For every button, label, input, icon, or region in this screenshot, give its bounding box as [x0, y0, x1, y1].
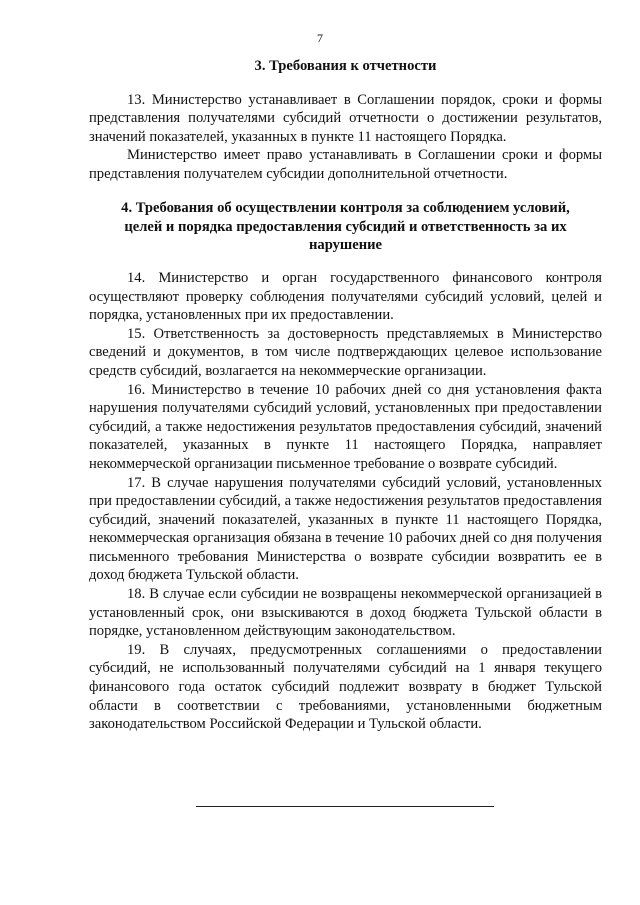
paragraph-16: 16. Министерство в течение 10 рабочих дней со дня установления факта нарушения получателями субсидий условий, установленных при предоставлении субсидий, а также недостижения результатов предоставления субсидий, значений показателей, указанных в пункте 11 настоящего Порядка, направляет некоммерческой организации письменное требование о возврате субсидий.: [89, 381, 602, 472]
paragraph-17: 17. В случае нарушения получателями субсидий условий, установленных при предоставлении субсидий, а также недостижения результатов предоставления субсидий, значений показателей, указанных в пункте 11 настоящего Порядка, некоммерческая организация обязана в течение 10 рабочих дней со дня получения письменного требования Министерства о возврате субсидии возвратить ее в доход бюджета Тульской области.: [89, 474, 602, 584]
paragraph-13: 13. Министерство устанавливает в Соглашении порядок, сроки и формы представления получателями субсидий отчетности о достижении результатов, значений показателей, указанных в пункте 11 настоящего Порядка.: [89, 91, 602, 145]
section-4-heading: 4. Требования об осуществлении контроля за соблюдением условий, целей и порядка предоставления субсидий и ответственность за их нарушение: [121, 200, 570, 254]
closing-divider-line: [196, 806, 494, 807]
page-number: 7: [317, 31, 323, 45]
paragraph-14: 14. Министерство и орган государственного финансового контроля осуществляют проверку соблюдения получателями субсидий условий, целей и порядка, установленных при их предоставлении.: [89, 269, 602, 324]
paragraph-19: 19. В случаях, предусмотренных соглашениями о предоставлении субсидий, не использованный получателями субсидий на 1 января текущего финансового года остаток субсидий подлежит возврату в бюджет Тульской области в соответствии с требованиями, установленными бюджетным законодательством Российской Федерации и Тульской области.: [89, 641, 602, 733]
paragraph-18: 18. В случае если субсидии не возвращены некоммерческой организацией в установленный срок, они взыскиваются в доход бюджета Тульской области в порядке, установленном действующим законодательством.: [89, 586, 602, 640]
paragraph-13-note: Министерство имеет право устанавливать в Соглашении сроки и формы представления получателем субсидии дополнительной отчетности.: [89, 147, 602, 182]
paragraph-15: 15. Ответственность за достоверность представляемых в Министерство сведений и документов, в том числе подтверждающих целевое использование средств субсидий, возлагается на некоммерческие организации.: [89, 325, 602, 379]
section-3-heading: 3. Требования к отчетности: [254, 58, 437, 74]
document-body: [89, 57, 602, 734]
